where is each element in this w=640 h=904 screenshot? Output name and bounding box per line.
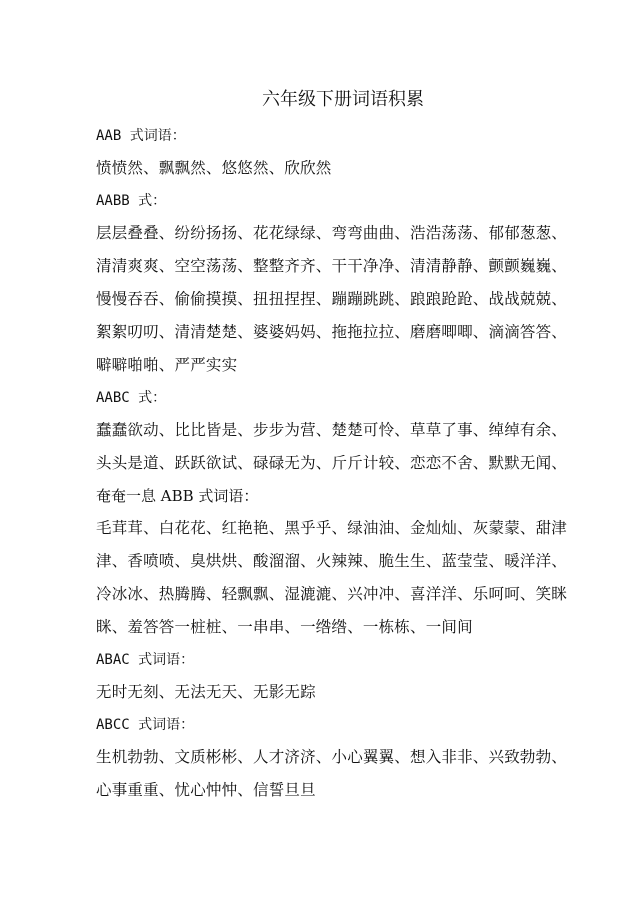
section-line: 心事重重、忧心忡忡、信誓旦旦 [96,781,316,799]
section-line: 毛茸茸、白花花、红艳艳、黑乎乎、绿油油、金灿灿、灰蒙蒙、甜津 [96,519,568,537]
section-line: 清清爽爽、空空荡荡、整整齐齐、干干净净、清清静静、颤颤巍巍、 [96,257,568,275]
section-line: 层层叠叠、纷纷扬扬、花花绿绿、弯弯曲曲、浩浩荡荡、郁郁葱葱、 [96,224,568,242]
section-line: 噼噼啪啪、严严实实 [96,356,238,374]
section-line: 津、香喷喷、臭烘烘、酸溜溜、火辣辣、脆生生、蓝莹莹、暖洋洋、 [96,552,568,570]
section-line: 慢慢吞吞、偷偷摸摸、扭扭捏捏、蹦蹦跳跳、踉踉跄跄、战战兢兢、 [96,290,568,308]
section-heading-abb: 奄奄一息 ABB 式词语： [96,487,259,505]
section-heading-aab: AAB 式词语： [96,128,186,144]
page-title: 六年级下册词语积累 [262,89,424,110]
section-line: 愤愤然、飘飘然、悠悠然、欣欣然 [96,159,332,177]
section-line: 头头是道、跃跃欲试、碌碌无为、斤斤计较、恋恋不舍、默默无闻、 [96,454,568,472]
section-heading-abcc: ABCC 式词语： [96,717,195,733]
section-line: 絮絮叨叨、清清楚楚、婆婆妈妈、拖拖拉拉、磨磨唧唧、滴滴答答、 [96,323,568,341]
section-line: 眯、羞答答一桩桩、一串串、一绺绺、一栋栋、一间间 [96,618,473,636]
section-line: 生机勃勃、文质彬彬、人才济济、小心翼翼、想入非非、兴致勃勃、 [96,748,568,766]
section-heading-aabb: AABB 式： [96,193,167,209]
section-heading-abac: ABAC 式词语： [96,652,195,668]
section-line: 冷冰冰、热腾腾、轻飘飘、湿漉漉、兴冲冲、喜洋洋、乐呵呵、笑眯 [96,585,568,603]
section-line: 蠢蠢欲动、比比皆是、步步为营、楚楚可怜、草草了事、绰绰有余、 [96,421,568,439]
section-line: 无时无刻、无法无天、无影无踪 [96,683,316,701]
section-heading-aabc: AABC 式： [96,390,167,406]
